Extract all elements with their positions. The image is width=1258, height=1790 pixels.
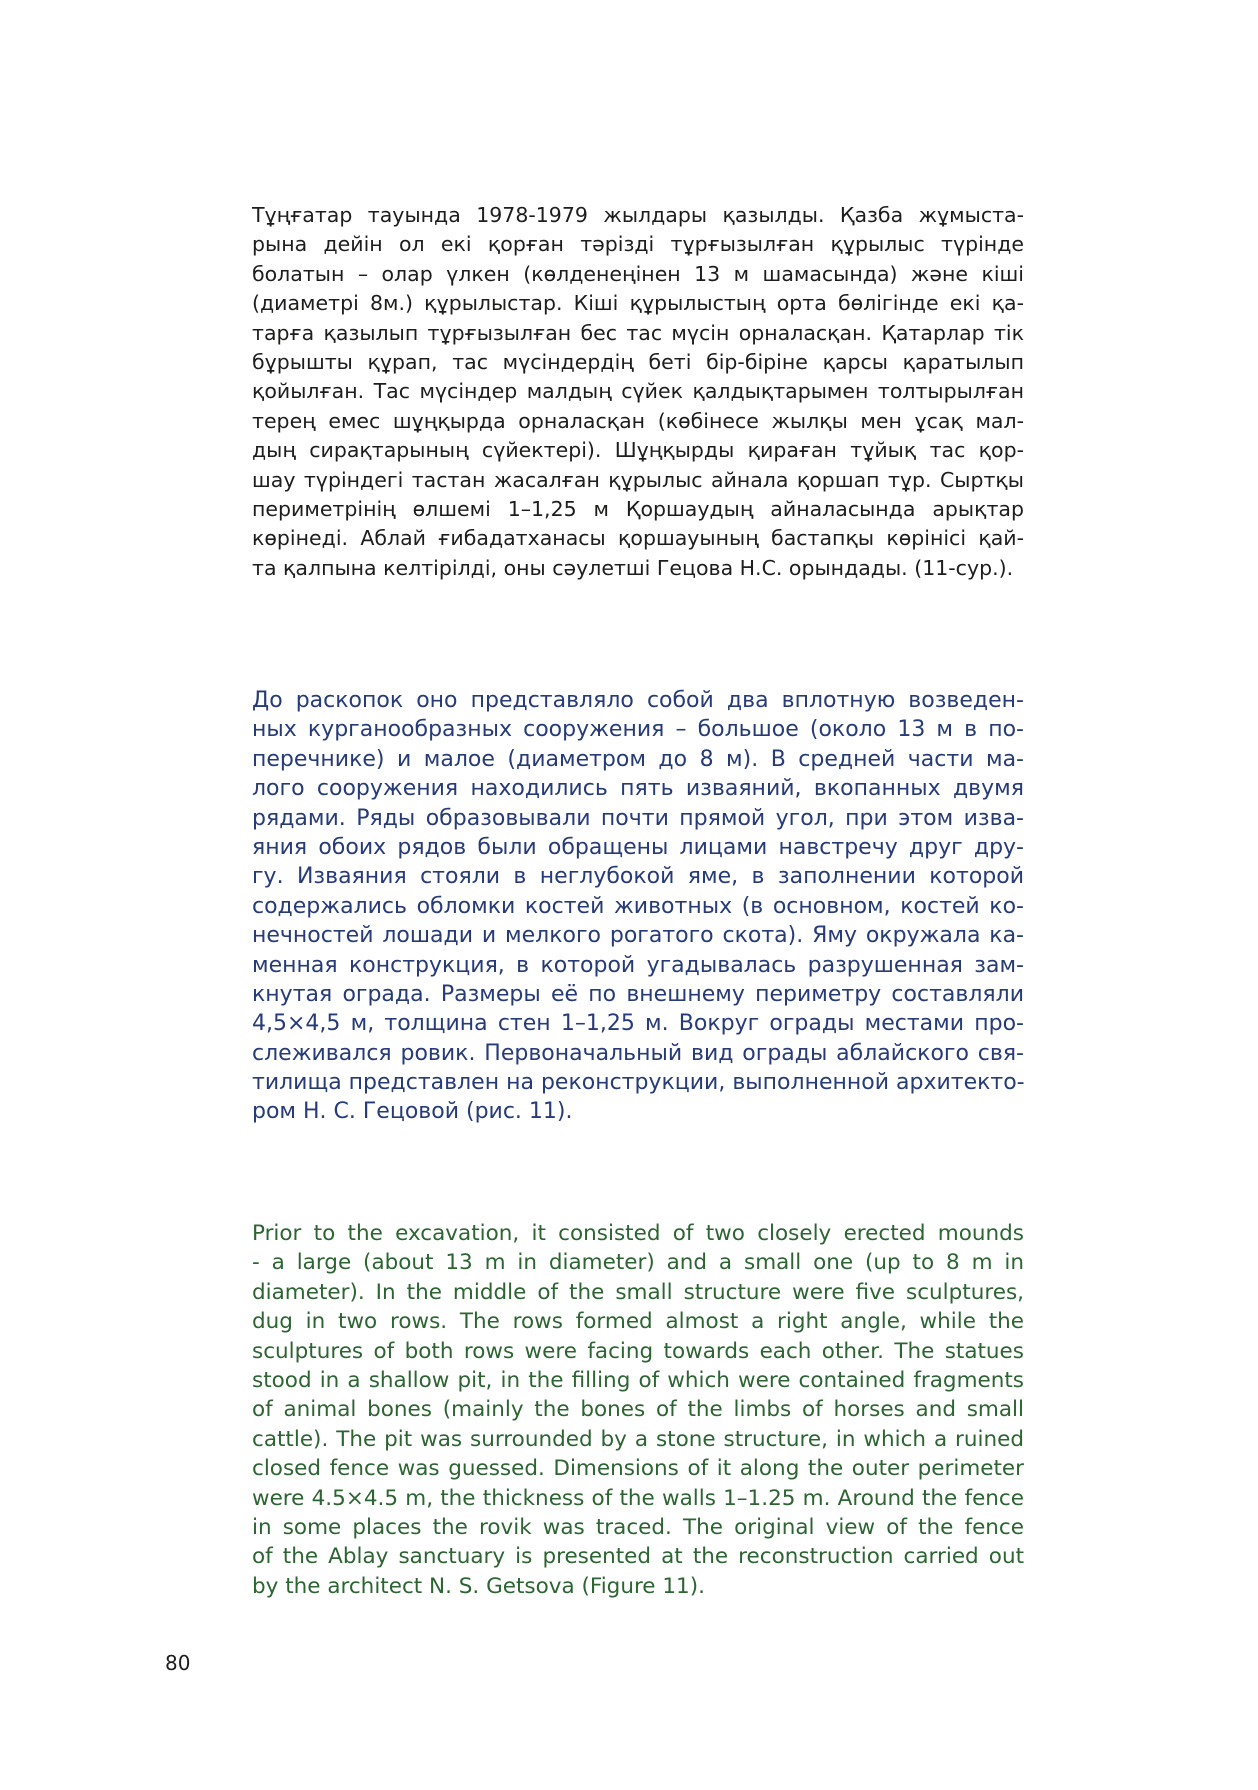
text-line: cattle). The pit was surrounded by a stone structure, in which a ruined (252, 1426, 1024, 1452)
text-line: тарға қазылып тұрғызылған бес тас мүсін орналасқан. Қатарлар тік (252, 320, 1024, 345)
text-line: dug in two rows. The rows formed almost a right angle, while the (252, 1309, 1024, 1335)
text-line: (диаметрі 8м.) құрылыстар. Кіші құрылыстың орта бөлігінде екі қа- (252, 291, 1024, 316)
text-line: гу. Изваяния стояли в неглубокой яме, в заполнении которой (252, 864, 1024, 890)
text-line: лого сооружения находились пять изваяний, вкопанных двумя (252, 776, 1024, 802)
text-line: sculptures of both rows were facing towards each other. The statues (252, 1338, 1024, 1364)
kazakh-paragraph (252, 201, 1024, 583)
text-line: перечнике) и малое (диаметром до 8 м). В средней части ма- (252, 746, 1024, 772)
text-line: До раскопок оно представляло собой два вплотную возведен- (252, 688, 1024, 713)
text-line: яния обоих рядов были обращены лицами навстречу друг дру- (252, 834, 1024, 860)
text-line: closed fence was guessed. Dimensions of it along the outer perimeter (252, 1456, 1024, 1482)
text-line: содержались обломки костей животных (в основном, костей ко- (252, 893, 1024, 919)
text-line: терең емес шұңқырда орналасқан (көбінесе жылқы мен ұсақ мал- (252, 408, 1024, 433)
text-line: болатын – олар үлкен (көлденеңінен 13 м шамасында) және кіші (252, 261, 1024, 286)
text-line: қойылған. Тас мүсіндер малдың сүйек қалдықтарымен толтырылған (252, 379, 1024, 404)
text-line: in some places the rovik was traced. The original view of the fence (252, 1514, 1024, 1540)
text-line: периметрінің өлшемі 1–1,25 м Қоршаудың айналасында арықтар (252, 496, 1024, 521)
text-line: - a large (about 13 m in diameter) and a small one (up to 8 m in (252, 1250, 1024, 1276)
text-line: слеживался ровик. Первоначальный вид ограды аблайского свя- (252, 1040, 1024, 1066)
text-line: та қалпына келтірілді, оны сәулетші Гецова Н.С. орындады. (11-сур.). (252, 555, 1014, 580)
text-line: of the Ablay sanctuary is presented at the reconstruction carried out (252, 1544, 1024, 1570)
text-line: of animal bones (mainly the bones of the limbs of horses and small (252, 1397, 1024, 1423)
text-line: 4,5×4,5 м, толщина стен 1–1,25 м. Вокруг ограды местами про- (252, 1011, 1024, 1037)
text-line: stood in a shallow pit, in the filling of which were contained fragments (252, 1367, 1024, 1393)
text-line: diameter). In the middle of the small structure were five sculptures, (252, 1279, 1024, 1305)
text-line: дың сирақтарының сүйектері). Шұңқырды қираған тұйық тас қор- (252, 438, 1024, 463)
text-line: ром Н. С. Гецовой (рис. 11). (252, 1099, 573, 1125)
text-line: ных курганообразных сооружения – большое (около 13 м в по- (252, 717, 1024, 743)
text-line: менная конструкция, в которой угадывалась разрушенная зам- (252, 952, 1024, 978)
text-line: were 4.5×4.5 m, the thickness of the walls 1–1.25 m. Around the fence (252, 1485, 1024, 1511)
text-line: шау түріндегі тастан жасалған құрылыс айнала қоршап тұр. Сыртқы (252, 467, 1024, 492)
page-number: 80 (165, 1651, 191, 1675)
text-line: by the architect N. S. Getsova (Figure 11). (252, 1573, 705, 1599)
text-line: бұрышты құрап, тас мүсіндердің беті бір-біріне қарсы қаратылып (252, 349, 1024, 374)
text-line: нечностей лошади и мелкого рогатого скота). Яму окружала ка- (252, 923, 1024, 949)
text-line: рына дейін ол екі қорған тәрізді тұрғызылған құрылыс түрінде (252, 232, 1024, 257)
russian-paragraph (252, 686, 1024, 1127)
text-line: кнутая ограда. Размеры её по внешнему периметру составляли (252, 981, 1024, 1007)
english-paragraph (252, 1219, 1024, 1601)
text-line: рядами. Ряды образовывали почти прямой угол, при этом изва- (252, 805, 1024, 831)
text-line: көрінеді. Аблай ғибадатханасы қоршауының бастапқы көрінісі қай- (252, 526, 1024, 551)
text-line: Тұңғатар тауында 1978-1979 жылдары қазылды. Қазба жұмыста- (252, 203, 1024, 227)
text-line: тилища представлен на реконструкции, выполненной архитекто- (252, 1070, 1025, 1096)
text-line: Prior to the excavation, it consisted of two closely erected mounds (252, 1221, 1024, 1246)
